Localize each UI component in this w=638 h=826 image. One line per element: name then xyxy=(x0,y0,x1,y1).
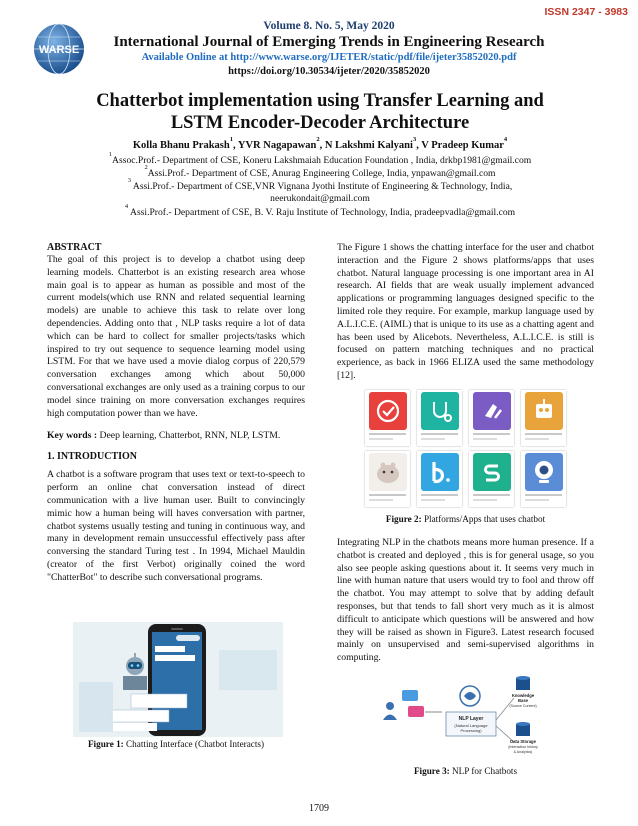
svg-text:(Source Content): (Source Content) xyxy=(509,704,537,708)
affiliation-4: $^4$ Assi.Prof.- Department of CSE, B. V. Raju Institute of Technology, India, pradeepvadla@gmail.com xyxy=(124,203,516,218)
svg-text:WARSE: WARSE xyxy=(38,44,80,56)
app-card xyxy=(521,451,566,507)
affiliation-3: $^3$ Assi.Prof.- Department of CSE,VNR Vignana Jyothi Institute of Engineering & Technology, India, neerukondait@gmail.com xyxy=(127,177,513,204)
introduction-text: A chatbot is a software program that uses text or text-to-speech to perform an online chat conversation instead of direct communication with a live human user. Built to convincingly mimic how a human being will haves conversation with partner, chatbot systems usually testing and tuning in continuous way, and many in development remain unsuccessful effectively pass after conversing the standard Turing test . In 1994, Michael Mauldin (creator of the first Verbot) originally coined the word "ChatterBot" to describe such conversational programs. xyxy=(47,469,305,583)
robot-icon xyxy=(525,392,563,430)
volume-line: Volume 8. No. 5, May 2020 xyxy=(263,20,395,32)
affiliation-1: $^1$Assoc.Prof.- Department of CSE, Koneru Lakshmaiah Education Foundation , India, drkbp1981@gmail.com xyxy=(108,151,532,166)
hand-icon xyxy=(473,392,511,430)
keywords: Key words : Deep learning, Chatterbot, RNN, NLP, LSTM. xyxy=(47,430,281,442)
app-card xyxy=(469,390,514,446)
database-icon xyxy=(516,676,530,690)
app-card xyxy=(417,451,462,507)
svg-text:(Natural Language: (Natural Language xyxy=(454,723,488,728)
title-line-1: Chatterbot implementation using Transfer Learning and xyxy=(96,91,544,111)
svg-text:Data Storage: Data Storage xyxy=(510,739,536,744)
user-icon xyxy=(383,702,397,720)
author-2: YVR Nagapawan xyxy=(237,140,317,151)
left-column xyxy=(47,242,305,585)
app-card xyxy=(469,451,514,507)
figure-1-caption: Figure 1: Chatting Interface (Chatbot Interacts) xyxy=(87,739,265,749)
affiliation-2: $^2$Assi.Prof.- Department of CSE, Anurag Engineering College, India, ynpawan@gmail.com xyxy=(144,164,496,179)
figure-2-image xyxy=(363,388,568,510)
doi-link[interactable]: https://doi.org/10.30534/ijeter/2020/35852020 xyxy=(228,66,430,77)
title-line-2: LSTM Encoder-Decoder Architecture xyxy=(170,113,470,133)
paper-title xyxy=(40,90,600,134)
abstract-text: The goal of this project is to develop a chatbot using deep learning models. Chatterbot is an existing research area whose main goal is to appear as human as possible and most of the current models(which use RNN and related sequential learning models) are unable to achieve this task to relate over long dependencies. Adding onto that , NLP tasks require a lot of data which can be hard to collect for smaller projects/tasks which inspired to try out sequence to sequence learning model using LSTM. For that we have used a movie dialog corpus of 220,579 conversation exchanges among which about 50,000 conversational exchanges are only used as a training corpus to our model since training on more conversation exchanges requires high computation power than we have. xyxy=(47,254,305,419)
author-4: V Pradeep Kumar xyxy=(421,140,504,151)
right-column xyxy=(337,242,594,383)
right-column-continued xyxy=(337,537,594,665)
introduction-heading: 1. INTRODUCTION xyxy=(47,451,138,463)
issn: ISSN 2347 - 3983 xyxy=(544,6,628,18)
svg-text:Knowledge: Knowledge xyxy=(511,693,535,698)
app-card xyxy=(417,390,462,446)
storage-icon xyxy=(516,722,530,736)
figure-2-caption: Figure 2: Platforms/Apps that uses chatbot xyxy=(385,514,546,524)
app-card xyxy=(365,451,410,507)
letter-b-icon xyxy=(421,453,459,491)
right-paragraph-1: The Figure 1 shows the chatting interface for the user and chatbot interaction and the Figure 2 shows platforms/apps that uses chatbot. Natural language processing is one important area in AI research. AI fields that are weak usually implement advanced applications or programming languages designed specific to the limited role they require. For example, markup language used by A.L.I.C.E. (AIML) that is unique to its use as a chatting agent and has been used by Alicebots. Nevertheless, A.L.I.C.E. is still is focused on pattern matching techniques and no practical experience, as back in 1966 ELIZA used the same methodology [12]. xyxy=(337,242,594,381)
app-card xyxy=(521,390,566,446)
svg-text:(Interaction history: (Interaction history xyxy=(508,745,538,749)
app-card xyxy=(365,390,410,446)
author-1: Kolla Bhanu Prakash xyxy=(132,140,230,151)
figure-3-diagram xyxy=(380,676,552,758)
stethoscope-icon xyxy=(421,392,459,430)
author-3: N Lakshmi Kalyani xyxy=(324,140,413,151)
available-link[interactable]: Available Online at http://www.warse.org/IJETER/static/pdf/file/ijeter35852020.pdf xyxy=(141,52,517,63)
svg-text:Base: Base xyxy=(517,698,529,703)
figure-3-caption: Figure 3: NLP for Chatbots xyxy=(413,766,518,776)
author-list: Kolla Bhanu Prakash$^1$, YVR Nagapawan$^2$, N Lakshmi Kalyani$^3$, V Pradeep Kumar$^4$ xyxy=(132,136,508,151)
webcam-bot-icon xyxy=(525,453,563,491)
hippo-icon xyxy=(369,453,407,491)
svg-text:Processing): Processing) xyxy=(460,728,482,733)
journal-name: International Journal of Emerging Trends in Engineering Research xyxy=(113,34,545,50)
svg-text:NLP Layer: NLP Layer xyxy=(458,716,484,722)
svg-text:& Analytics): & Analytics) xyxy=(513,750,533,754)
check-icon xyxy=(369,392,407,430)
letter-s-icon xyxy=(473,453,511,491)
chat-bubble-icon xyxy=(402,690,424,717)
abstract-heading: ABSTRACT xyxy=(47,242,102,253)
nlp-brain-icon xyxy=(460,686,480,706)
page-number: 1709 xyxy=(309,803,329,814)
figure-1-image xyxy=(73,622,283,737)
right-paragraph-2: Integrating NLP in the chatbots means more human presence. If a chatbot is created and deployed , this is for general usage, so you also see people asking questions about it. It seems very much in line with human nature that users would try to fool and throw off the chatbot. You may attempt to solve that by adding default responses, but that tends to fall short very much as it is almost difficult to anticipate which questions will be answered and how they will be raised as shown in Figure3. Latest research focused mainly on unsupervised and semi-supervised algorithms in computing. xyxy=(337,537,594,664)
